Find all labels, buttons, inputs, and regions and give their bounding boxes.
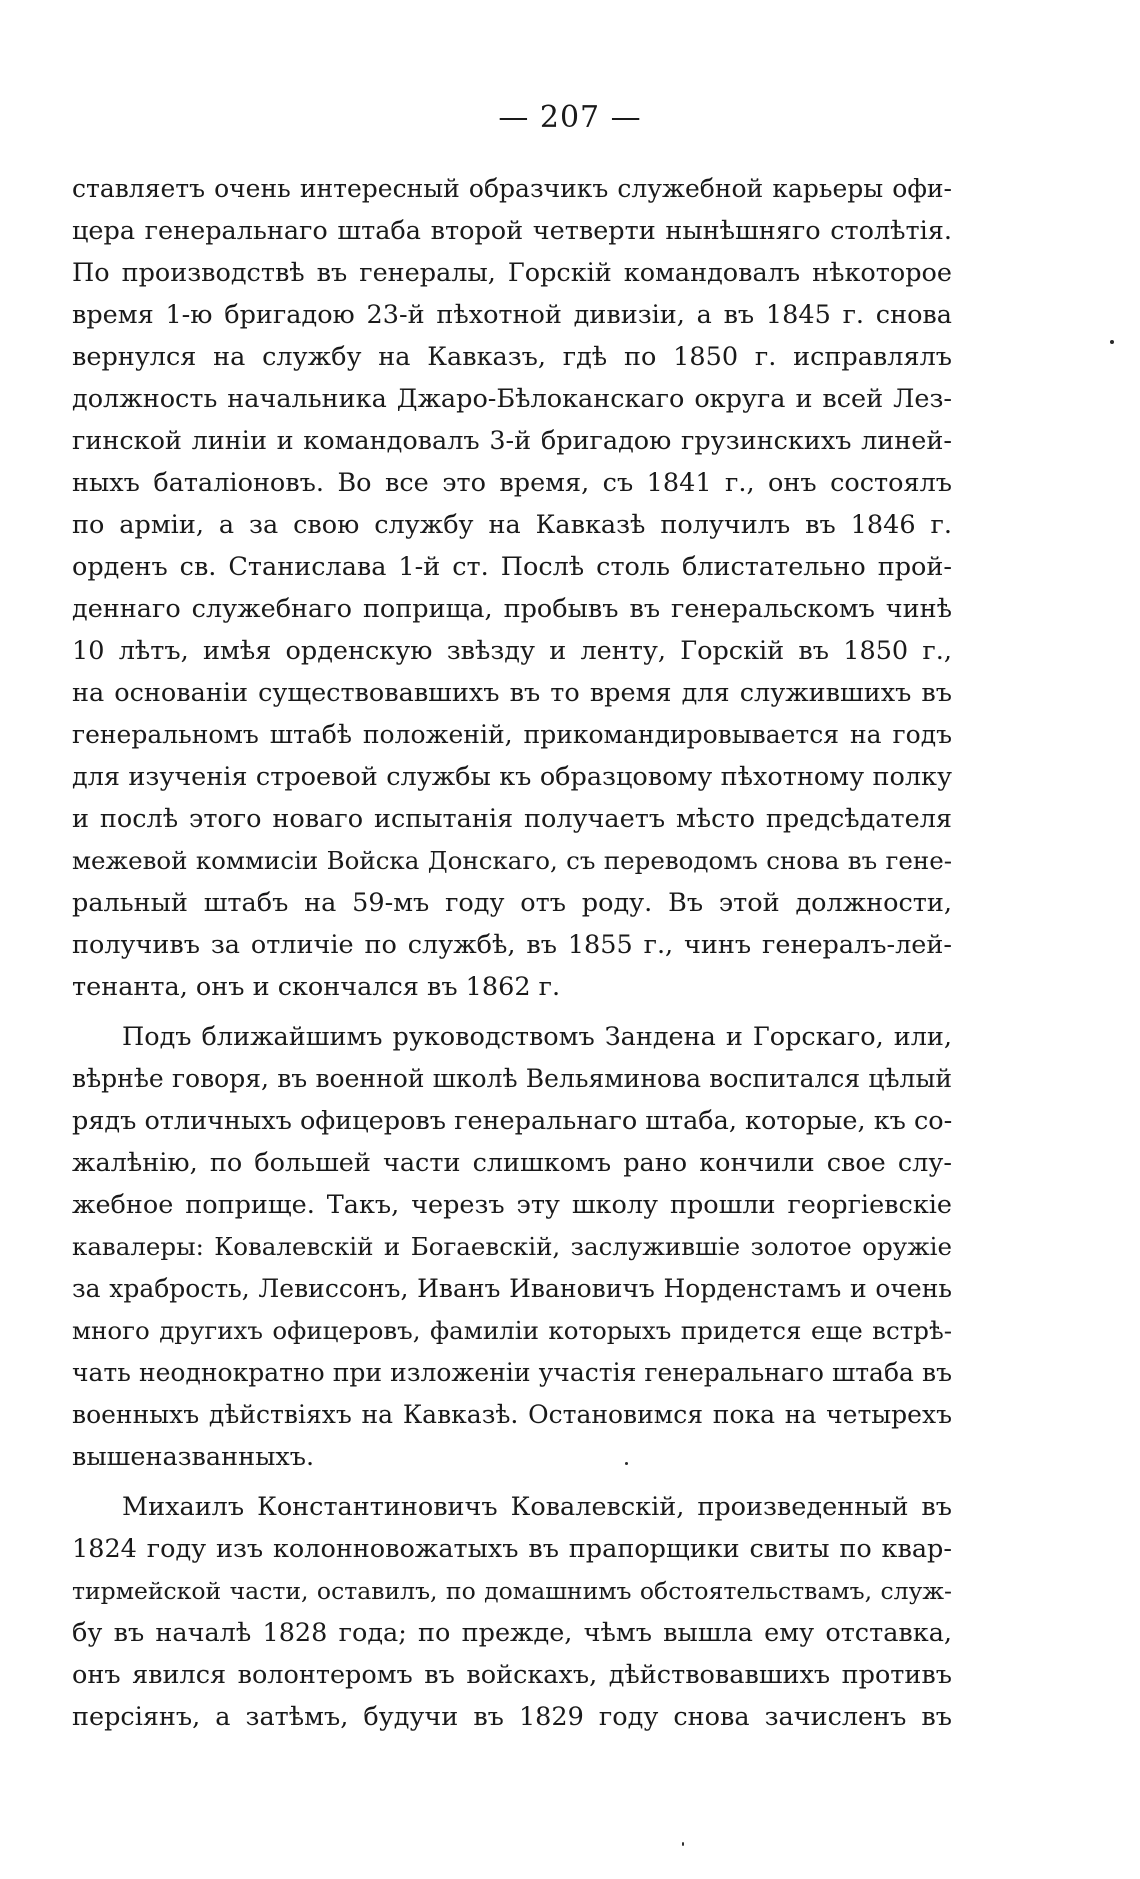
text-line: Подъ ближайшимъ руководствомъ Зандена и Горскаго, или, [122,1022,952,1052]
text-line: 1824 году изъ колонновожатыхъ въ прапорщики свиты по квар- [72,1534,952,1564]
text-line: По производствѣ въ генералы, Горскій командовалъ нѣкоторое [72,258,952,288]
text-line: межевой коммисіи Войска Донскаго, съ переводомъ снова въ гене- [72,846,952,875]
text-body [72,168,952,1738]
text-line: генеральномъ штабѣ положеній, прикомандировывается на годъ [72,720,952,749]
text-line: онъ явился волонтеромъ въ войскахъ, дѣйствовавшихъ противъ [72,1660,952,1690]
text-line: персіянъ, а затѣмъ, будучи въ 1829 году снова зачисленъ въ [72,1702,952,1732]
text-line: чать неоднократно при изложеніи участія генеральнаго штаба въ [72,1358,952,1387]
text-line: для изученія строевой службы къ образцовому пѣхотному полку [72,762,952,792]
text-line: получивъ за отличіе по службѣ, въ 1855 г., чинъ генералъ-лей- [72,930,952,960]
text-line: вышеназванныхъ. [72,1442,315,1472]
scan-speck [625,1462,628,1465]
text-line: должность начальника Джаро-Бѣлоканскаго округа и всей Лез- [72,384,952,414]
text-line: ставляетъ очень интересный образчикъ служебной карьеры офи- [72,174,952,203]
paragraph-1 [72,168,952,1008]
text-line: цера генеральнаго штаба второй четверти нынѣшняго столѣтія. [72,216,952,246]
text-line: и послѣ этого новаго испытанія получаетъ мѣсто предсѣдателя [72,804,952,834]
text-line: тирмейской части, оставилъ, по домашнимъ обстоятельствамъ, служ- [72,1577,952,1605]
text-line: военныхъ дѣйствіяхъ на Кавказѣ. Остановимся пока на четырехъ [72,1400,952,1429]
text-line: 10 лѣтъ, имѣя орденскую звѣзду и ленту, Горскій въ 1850 г., [72,636,952,666]
text-line: вернулся на службу на Кавказъ, гдѣ по 1850 г. исправлялъ [72,342,952,372]
text-line: деннаго служебнаго поприща, пробывъ въ генеральскомъ чинѣ [72,594,952,624]
text-line: ныхъ баталіоновъ. Во все это время, съ 1841 г., онъ состоялъ [72,468,952,498]
text-line: орденъ св. Станислава 1-й ст. Послѣ столь блистательно прой- [72,552,952,582]
text-line: жалѣнію, по большей части слишкомъ рано кончили свое слу- [72,1148,952,1178]
text-line: жебное поприще. Такъ, черезъ эту школу прошли георгіевскіе [72,1190,952,1220]
text-line: рядъ отличныхъ офицеровъ генеральнаго штаба, которые, къ со- [72,1106,952,1136]
text-line: ральный штабъ на 59-мъ году отъ роду. Въ этой должности, [72,888,952,918]
paragraph-2 [72,1016,952,1478]
paragraph-spacer [72,1008,952,1016]
paragraph-spacer [72,1478,952,1486]
scan-speck [682,1842,684,1846]
text-line: за храбрость, Левиссонъ, Иванъ Ивановичъ Норденстамъ и очень [72,1274,952,1303]
text-line: кавалеры: Ковалевскій и Богаевскій, заслужившіе золотое оружіе [72,1232,952,1261]
text-line: по арміи, а за свою службу на Кавказѣ получилъ въ 1846 г. [72,510,952,540]
paragraph-3 [72,1486,952,1738]
text-line: тенанта, онъ и скончался въ 1862 г. [72,972,561,1002]
text-line: вѣрнѣе говоря, въ военной школѣ Вельяминова воспитался цѣлый [72,1064,952,1093]
page-number: — 207 — [498,100,642,135]
text-line: гинской линіи и командовалъ 3-й бригадою грузинскихъ линей- [72,426,952,456]
text-line: Михаилъ Константиновичъ Ковалевскій, произведенный въ [122,1492,952,1522]
scan-speck [1110,340,1114,344]
text-line: на основаніи существовавшихъ въ то время для служившихъ въ [72,678,952,708]
text-line: бу въ началѣ 1828 года; по прежде, чѣмъ вышла ему отставка, [72,1618,952,1648]
text-line: время 1-ю бригадою 23-й пѣхотной дивизіи, а въ 1845 г. снова [72,300,952,330]
text-line: много другихъ офицеровъ, фамиліи которыхъ придется еще встрѣ- [72,1316,952,1345]
